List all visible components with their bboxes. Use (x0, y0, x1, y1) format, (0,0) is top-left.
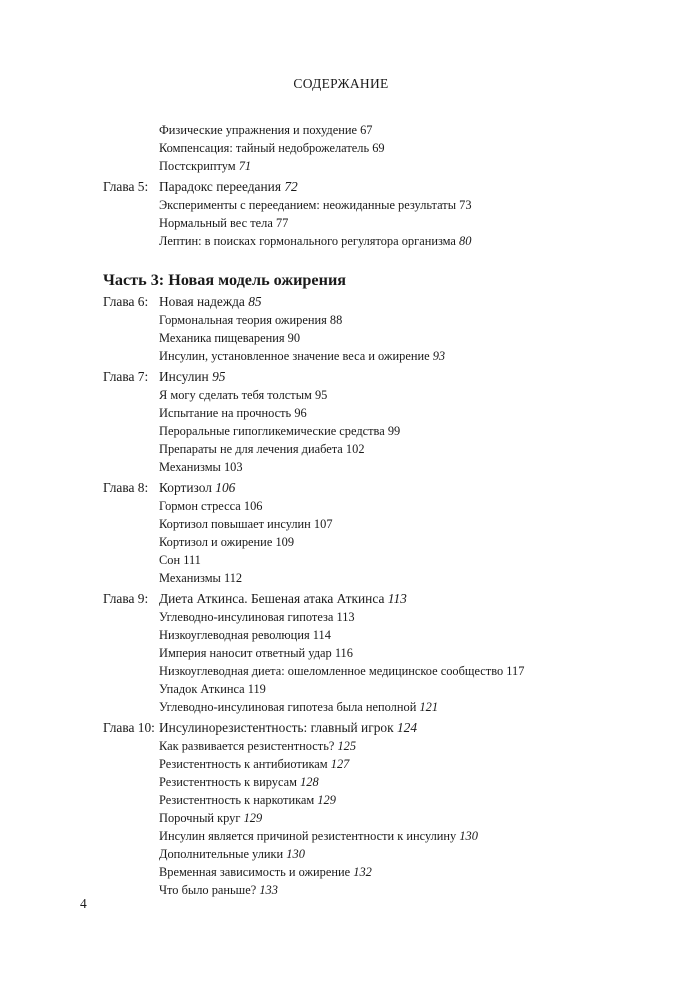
toc-entry (103, 791, 573, 809)
entry-title: Инсулин, установленное значение веса и ожирение (159, 349, 430, 363)
toc-entry (103, 458, 573, 476)
entry-title: Физические упражнения и похудение (159, 123, 357, 137)
entry-page: 117 (506, 664, 525, 678)
entry-title: Инсулинорезистентность: главный игрок (159, 720, 394, 735)
toc-entry (103, 662, 573, 680)
page-title: СОДЕРЖАНИЕ (293, 76, 389, 91)
entry-title: Резистентность к наркотикам (159, 793, 315, 807)
chapter-label: Глава 9: (103, 591, 149, 606)
toc-entry (103, 196, 573, 214)
entry-title: Углеводно-инсулиновая гипотеза (159, 610, 334, 624)
toc-entry (103, 608, 573, 626)
entry-title: Империя наносит ответный удар (159, 646, 332, 660)
toc-entry (103, 626, 573, 644)
toc-chapter (103, 293, 573, 311)
entry-title: Гормон стресса (159, 499, 241, 513)
entry-title: Кортизол (159, 480, 212, 495)
entry-title: Я могу сделать тебя толстым (159, 388, 312, 402)
toc-entry (103, 440, 573, 458)
entry-page: 99 (387, 424, 401, 438)
toc-entry (103, 827, 573, 845)
entry-page: 103 (223, 460, 243, 474)
chapter-label: Глава 7: (103, 369, 149, 384)
toc-entry (103, 881, 573, 899)
entry-page: 71 (238, 159, 252, 173)
entry-page: 113 (336, 610, 355, 624)
entry-page: 121 (419, 700, 439, 714)
entry-page: 73 (459, 198, 472, 212)
entry-page: 124 (396, 720, 418, 735)
toc-entry (103, 644, 573, 662)
toc-chapter (103, 479, 573, 497)
entry-title: Механизмы (159, 571, 221, 585)
entry-title: Низкоуглеводная диета: ошеломленное медицинское сообщество (159, 664, 504, 678)
toc-entry (103, 533, 573, 551)
entry-title: Постскриптум (159, 159, 236, 173)
toc-entry (103, 347, 573, 365)
entry-page: 125 (337, 739, 357, 753)
entry-title: Инсулин (159, 369, 209, 384)
entry-title: Низкоуглеводная революция (159, 628, 310, 642)
entry-title: Кортизол повышает инсулин (159, 517, 311, 531)
entry-page: 95 (314, 388, 328, 402)
entry-page: 95 (212, 369, 226, 384)
toc-entry (103, 497, 573, 515)
entry-page: 106 (243, 499, 263, 513)
toc-entry (103, 680, 573, 698)
chapter-label: Глава 8: (103, 480, 149, 495)
toc-entry (103, 551, 573, 569)
toc-entry (103, 737, 573, 755)
entry-title: Парадокс переедания (159, 179, 281, 194)
entry-page: 130 (459, 829, 478, 843)
toc-chapter (103, 719, 573, 737)
page-number: 4 (80, 896, 87, 911)
entry-title: Нормальный вес тела (159, 216, 273, 230)
entry-title: Сон (159, 553, 181, 567)
toc-entry (103, 311, 573, 329)
entry-title: Испытание на прочность (159, 406, 292, 420)
toc-entry (103, 422, 573, 440)
toc-entry (103, 329, 573, 347)
entry-page: 128 (300, 775, 319, 789)
entry-title: Как развивается резистентность? (159, 739, 335, 753)
entry-title: Пероральные гипогликемические средства (159, 424, 385, 438)
entry-page: 130 (286, 847, 305, 861)
entry-title: Гормональная теория ожирения (159, 313, 327, 327)
table-of-contents (103, 121, 573, 899)
toc-entry (103, 845, 573, 863)
entry-title: Препараты не для лечения диабета (159, 442, 343, 456)
entry-page: 88 (329, 313, 343, 327)
entry-title: Кортизол и ожирение (159, 535, 273, 549)
entry-title: Механизмы (159, 460, 221, 474)
entry-page: 111 (183, 553, 201, 567)
toc-entry (103, 139, 573, 157)
entry-title: Упадок Аткинса (159, 682, 245, 696)
chapter-label: Глава 6: (103, 294, 149, 309)
entry-page: 129 (317, 793, 336, 807)
entry-page: 119 (247, 682, 266, 696)
toc-chapter (103, 178, 573, 196)
entry-page: 80 (459, 234, 472, 248)
toc-entry (103, 386, 573, 404)
entry-title: Компенсация: тайный недоброжелатель (159, 141, 370, 155)
entry-page: 96 (294, 406, 307, 420)
entry-title: Порочный круг (159, 811, 241, 825)
entry-page: 102 (345, 442, 365, 456)
entry-title: Что было раньше? (159, 883, 257, 897)
toc-entry (103, 809, 573, 827)
entry-page: 107 (313, 517, 333, 531)
entry-page: 127 (330, 757, 350, 771)
entry-page: 85 (248, 294, 262, 309)
entry-page: 116 (334, 646, 353, 660)
entry-title: Временная зависимость и ожирение (159, 865, 351, 879)
entry-title: Диета Аткинса. Бешеная атака Аткинса (159, 591, 385, 606)
entry-title: Механика пищеварения (159, 331, 285, 345)
entry-title: Углеводно-инсулиновая гипотеза была неполной (159, 700, 417, 714)
toc-entry (103, 569, 573, 587)
toc-part-heading: Часть 3: Новая модель ожирения (103, 271, 347, 289)
toc-entry (103, 214, 573, 232)
toc-chapter (103, 368, 573, 386)
entry-page: 106 (215, 480, 236, 495)
entry-title: Инсулин является причиной резистентности к инсулину (159, 829, 457, 843)
entry-page: 114 (312, 628, 331, 642)
toc-entry (103, 157, 573, 175)
toc-entry (103, 755, 573, 773)
chapter-label: Глава 5: (103, 179, 149, 194)
toc-entry (103, 404, 573, 422)
entry-page: 67 (360, 123, 373, 137)
entry-page: 113 (387, 591, 407, 606)
chapter-label: Глава 10: (103, 720, 155, 735)
entry-title: Дополнительные улики (159, 847, 284, 861)
entry-title: Лептин: в поисках гормонального регулятора организма (159, 234, 456, 248)
toc-entry (103, 698, 573, 716)
entry-page: 93 (432, 349, 446, 363)
entry-page: 77 (275, 216, 289, 230)
toc-entry (103, 863, 573, 881)
entry-page: 112 (223, 571, 243, 585)
entry-title: Эксперименты с перееданием: неожиданные результаты (159, 198, 457, 212)
entry-title: Резистентность к антибиотикам (159, 757, 328, 771)
entry-title: Резистентность к вирусам (159, 775, 297, 789)
entry-page: 132 (353, 865, 372, 879)
toc-entry (103, 232, 573, 250)
toc-entry (103, 121, 573, 139)
entry-page: 129 (243, 811, 263, 825)
entry-page: 90 (287, 331, 301, 345)
entry-page: 133 (259, 883, 278, 897)
entry-page: 72 (284, 179, 298, 194)
entry-page: 109 (275, 535, 295, 549)
entry-page: 69 (372, 141, 385, 155)
toc-entry (103, 515, 573, 533)
entry-title: Новая надежда (159, 294, 245, 309)
toc-chapter (103, 590, 573, 608)
toc-entry (103, 773, 573, 791)
